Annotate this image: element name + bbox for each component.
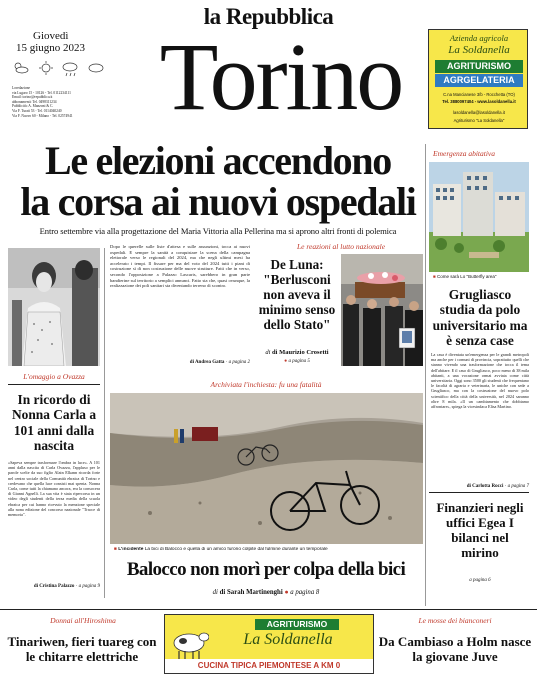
emergenza-caption: ■ Come sarà Lo "Butterfly area" <box>433 274 497 279</box>
bottom-right-kicker: Le mosse dei bianconeri <box>418 616 492 625</box>
weather-strip <box>8 58 108 82</box>
building-render-photo <box>429 162 529 272</box>
balocco-caption-text: La bici di Balocco e quella di un amico furono colpite dal fulmine durante un temporale <box>144 547 328 552</box>
ad-top-right[interactable] <box>428 29 528 129</box>
ad-title-1: Azienda agricola <box>449 33 509 43</box>
cloud-rain-icon <box>63 63 77 76</box>
emergenza-caption-text: Come sarà Lo "Butterfly area" <box>436 274 497 279</box>
cloud-sun-icon <box>15 63 28 73</box>
emergenza-page-ref[interactable]: a pagina 7 <box>507 484 529 489</box>
deluna-byline-author: di Maurizio Crosetti <box>272 349 329 356</box>
deluna-title[interactable]: De Luna: "Berlusconi non aveva il minimo senso dello Stato" <box>258 257 336 332</box>
balocco-kicker: Archiviata l'inchiesta: fu una fatalità <box>210 380 322 389</box>
ad-badge-agrigelateria: AGRGELATERIA <box>435 74 523 87</box>
city-title: Torino <box>159 23 403 130</box>
emergenza-kicker: Emergenza abitativa <box>433 149 496 158</box>
ad-bottom-center[interactable] <box>164 614 374 674</box>
ovazza-photo <box>8 248 100 366</box>
emergenza-byline: di Carlotta Rocci · a pagina 7 <box>466 484 529 489</box>
main-headline-line-1[interactable]: Le elezioni accendono <box>45 138 391 183</box>
cloud-icon <box>89 64 103 72</box>
brand-logo: la Repubblica <box>203 4 334 29</box>
ovazza-byline: di Cristina Palazzo · a pagina 9 <box>33 584 100 589</box>
balocco-caption: ■ L'incidente La bici di Balocco e quella di un amico furono colpite dal fulmine durante un temporale <box>114 547 328 552</box>
issue-date: 15 giugno 2023 <box>16 42 86 54</box>
main-headline-sub: Entro settembre via alla progettazione del Maria Vittoria alla Pellerina ma si aprono altri fronti di polemica <box>39 226 397 236</box>
egea-page-ref[interactable]: a pagina 6 <box>469 578 491 583</box>
balocco-page-ref[interactable]: a pagina 8 <box>290 589 320 596</box>
deluna-page-ref-text: a pagina 5 <box>288 359 310 364</box>
weather-icons <box>8 58 108 82</box>
bottom-right-title[interactable]: Da Cambiaso a Holm nasce la giovane Juve <box>378 634 532 664</box>
ad-bottom-badge: AGRITURISMO <box>255 619 339 630</box>
balocco-title[interactable]: Balocco non morì per colpa della bici <box>126 559 406 580</box>
lead-byline-author: di Andrea Gatta <box>189 360 225 365</box>
egea-title[interactable]: Finanzieri negli uffici Egea I bilanci nel mirino <box>436 500 524 560</box>
cow-icon <box>169 619 209 663</box>
balocco-caption-label: L'incidente <box>118 547 144 552</box>
ad-email: lasoldanella@lasoldanella.it <box>453 110 505 115</box>
redazione-info: Loredazione via Lugaro 15 - 10126 - Tel. 0112234111 Email: torino@repubblica.it abbonamenti: Tel. 0498311234 Pubblicità: A. Manzoni & C. Via F. Turati 53 - Tel. 0114040240 Via F. Nuovo 60 - Milano - Tel. 02574941 <box>12 86 73 118</box>
ovazza-byline-author: di Cristina Palazzo <box>33 584 75 589</box>
ad-address: C.na Mancianese 3/b - Rocchetta (TO) <box>443 92 515 97</box>
lead-page-ref[interactable]: a pagina 2 <box>228 360 250 365</box>
ovazza-page-ref[interactable]: a pagina 9 <box>78 584 100 589</box>
lead-body: Dopo le querelle sulle liste d'attesa e sulle assunzioni, tocca ai nuovi ospedali. E sempre la sanità a conquistare la scena della campagna elettorale verso le regionali del 2024, ma che negli ultimi mesi ha accelerato i tempi. Il fissare per ma del voto del 2024 tutti i piani di costruzione sì di non costruzione delle nuove strutture. Fatti che in verso, secondo l'opposizione a Palazzo Lascaris, sarebbero in gran parte bandierine sul territorio a semplici annunci. Fatto sta che, quasi ovunque, la realizzazione dei poli sanitari sta diventando terreno di scontro. <box>110 244 250 289</box>
ad-title-2: La Soldanella <box>448 44 510 56</box>
ovazza-kicker: L'omaggio a Ovazza <box>23 372 85 381</box>
ad-bottom-strip: CUCINA TIPICA PIEMONTESE A KM 0 <box>165 659 373 673</box>
bottom-left-kicker: Donnai all'Hiroshima <box>50 616 116 625</box>
emergenza-byline-author: di Carlotta Rocci <box>466 484 504 489</box>
sun-icon <box>39 61 53 75</box>
funeral-photo <box>341 254 423 366</box>
balocco-byline-author: di Sarah Martinenghi <box>219 589 283 596</box>
bottom-left-title[interactable]: Tinariwen, fieri tuareg con le chitarre elettriche <box>7 634 157 664</box>
issue-day: Giovedì <box>33 30 69 42</box>
lead-byline: di Andrea Gatta · a pagina 2 <box>189 360 250 365</box>
deluna-page-ref[interactable]: ● a pagina 5 <box>284 359 310 364</box>
ad-social: Agriturismo "La Soldanella" <box>453 118 505 123</box>
emergenza-body: La casa è diventata un'emergenza per le grandi metropoli ma anche per i comuni di provincia, soprattutto quelli che stanno vivendo una trasformazione che tocca il tema dell'abitare. E il caso di Grugliasco, poco meno di 38 mila abitanti, a una vocazione ormai avviata come città universitaria. Oggi sono 3500 gli studenti che frequentano le facoltà di agraria e veterinaria, le uniche con sede a Grugliasco, ma con la costruzione del nuovo polo scientifico della città della università, nel 2024 saranno oltre 8 mila. «Il un cambiamento che dobbiamo affrontare», spiega la vicesindaca Elisa Martino. <box>431 352 529 410</box>
ovazza-body: «Sapeva sempre trasformare l'ombra in luce». A 101 anni dalla nascita di Carla Ovazza, l'appluso per le parole scelte da suo figlio Alain Elkann ricorda forte nel centro sociale della Comunità ebraica di Torino e credevano che quella luce consisti mai spenta. Nonna Carla, come tutti la chiamano ancora, era la consocera di Gianni Agnelli. La sua vita è stata ripercorsa in un video degli studenti della terza media della scuola ebraica per cui hanno ricevuto la menzione speciale alla nona edizione del concorso nazionale "Tracce di memoria". <box>8 460 100 518</box>
deluna-kicker: Le reazioni al lutto nazionale <box>296 242 386 251</box>
ovazza-title[interactable]: In ricordo di Nonna Carla a 101 anni dalla nascita <box>11 392 97 453</box>
ad-tel: Tel. 3880097404 - www.lasoldanella.it <box>442 99 516 104</box>
ad-badge-agriturismo: AGRITURISMO <box>435 60 523 73</box>
deluna-byline: di di Maurizio Crosetti <box>265 349 329 356</box>
emergenza-title[interactable]: Grugliasco studia da polo universitario ma è senza case <box>432 287 528 348</box>
ad-bottom-name: La Soldanella <box>243 631 333 648</box>
bike-photo <box>110 393 423 544</box>
main-headline-line-2[interactable]: la corsa ai nuovi ospedali <box>20 179 416 224</box>
balocco-byline: di di Sarah Martinenghi ● a pagina 8 <box>212 589 320 596</box>
